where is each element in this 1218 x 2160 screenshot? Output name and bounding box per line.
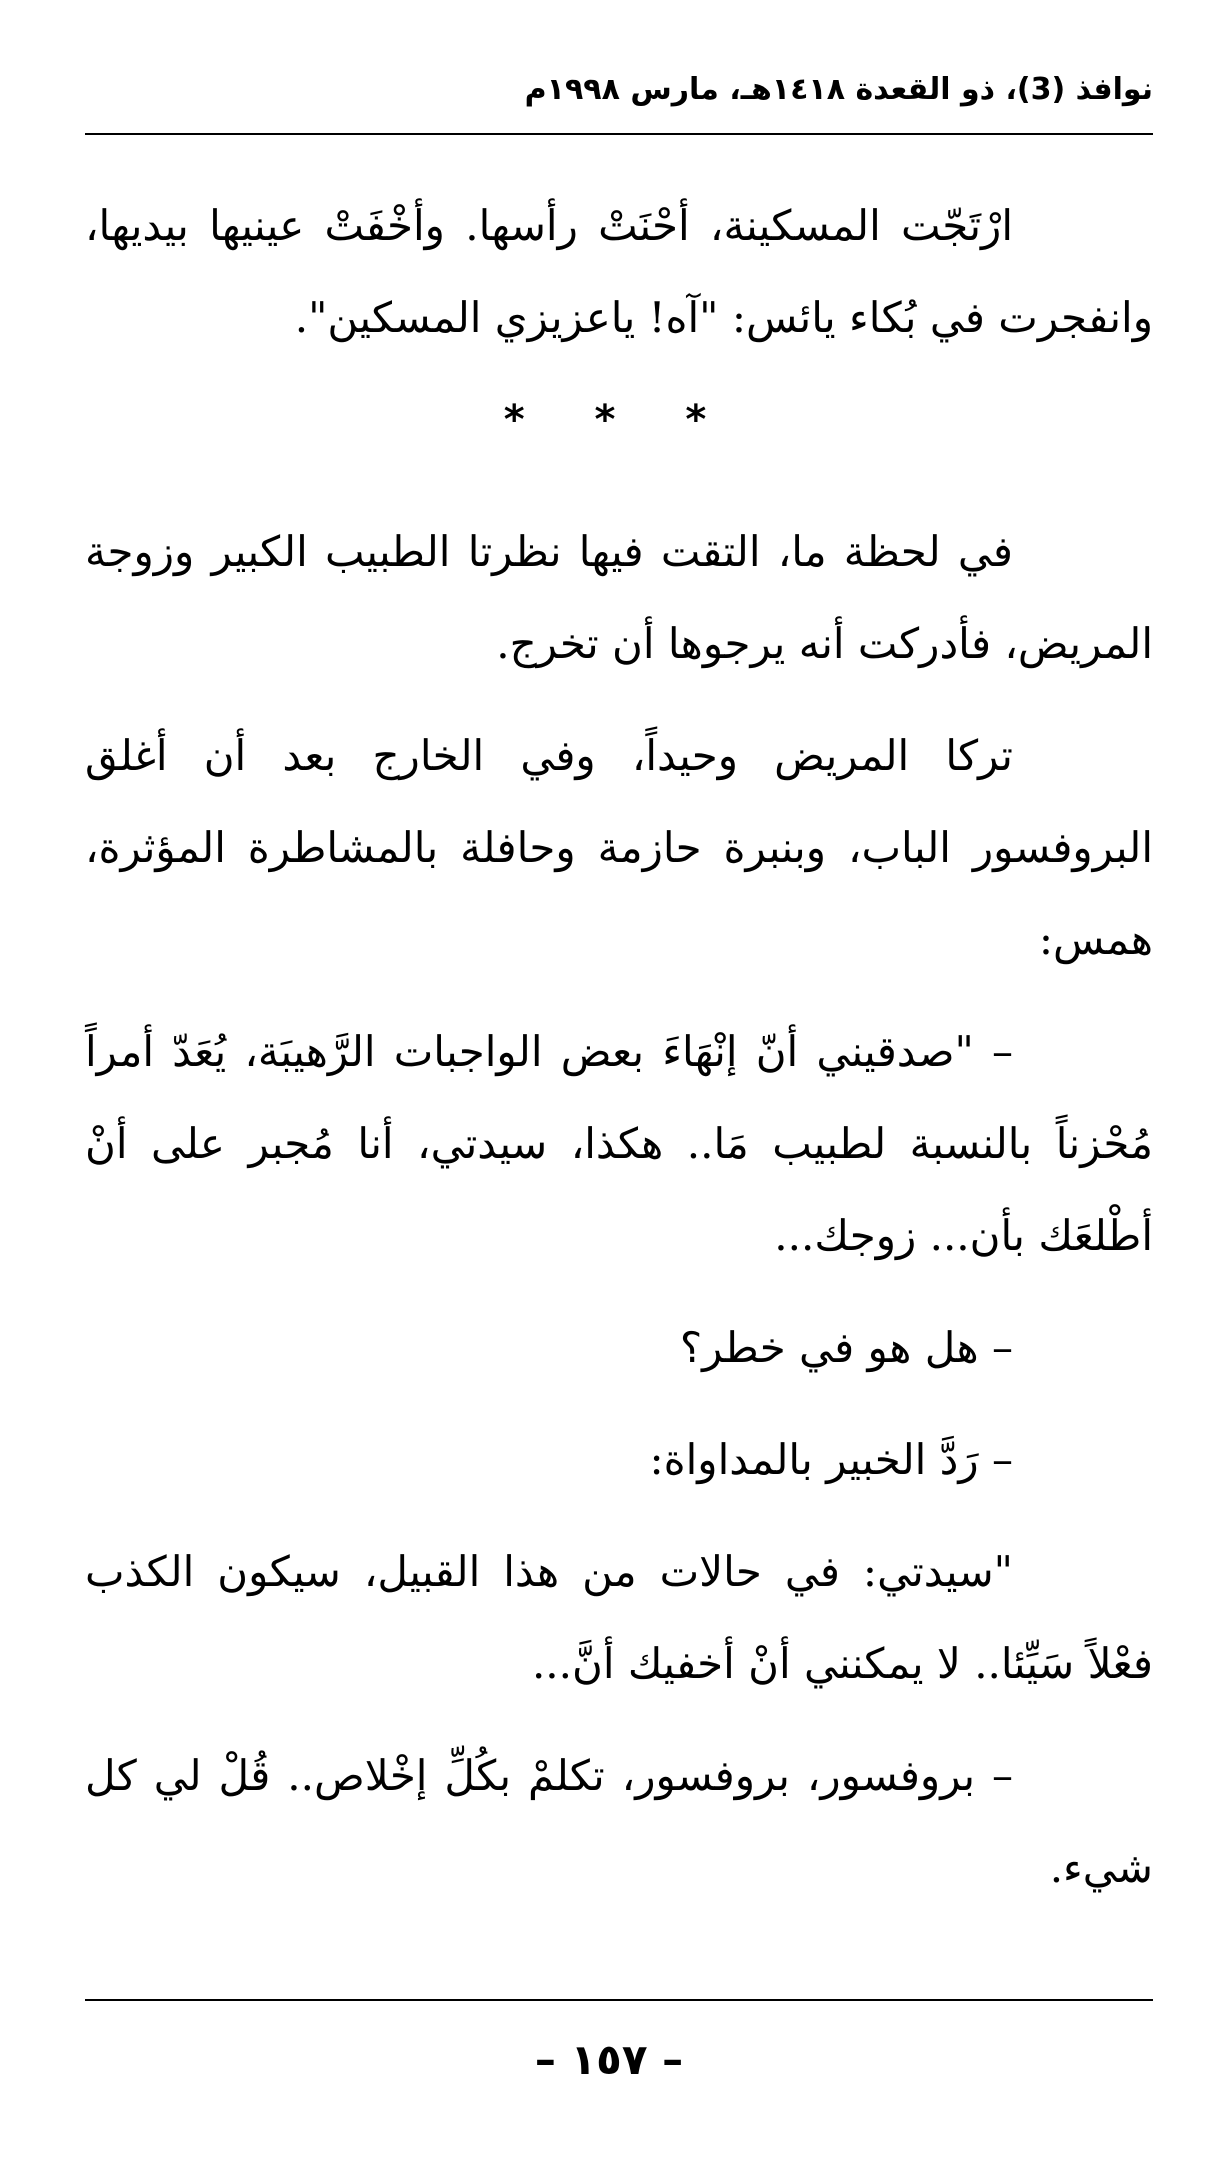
paragraph-2: في لحظة ما، التقت فيها نظرتا الطبيب الكبير وزوجة المريض، فأدركت أنه يرجوها أن تخرج.: [85, 527, 1153, 668]
page-number: – ١٥٧ –: [534, 2035, 684, 2084]
footer-rule: [85, 1999, 1153, 2001]
body-text: [85, 180, 1153, 1934]
paragraph-8: – بروفسور، بروفسور، تكلمْ بكُلِّ إخْلاص.. قُلْ لي كل شيء.: [85, 1751, 1153, 1892]
paragraph-7: "سيدتي: في حالات من هذا القبيل، سيكون الكذب فعْلاً سَيِّئا.. لا يمكنني أنْ أخفيك أنَّ...: [85, 1547, 1153, 1688]
header-rule: [85, 133, 1153, 135]
paragraph-4: – "صدقيني أنّ إنْهَاءَ بعض الواجبات الرَّهيبَة، يُعَدّ أمراً مُحْزناً بالنسبة لطبيب مَا.. هكذا، سيدتي، أنا مُجبر على أنْ أطْلعَك بأن... زوجك...: [85, 1027, 1153, 1260]
paragraph-6: – رَدَّ الخبير بالمداواة:: [649, 1435, 1013, 1484]
paragraph-5: – هل هو في خطر؟: [679, 1323, 1013, 1372]
section-separator: * * *: [503, 397, 735, 443]
paragraph-3: تركا المريض وحيداً، وفي الخارج بعد أن أغلق البروفسور الباب، وبنبرة حازمة وحافلة بالمشاطرة المؤثرة، همس:: [85, 731, 1153, 964]
running-header: نوافذ (3)، ذو القعدة ١٤١٨هـ، مارس ١٩٩٨م: [524, 72, 1153, 107]
paragraph-1: ارْتَجّت المسكينة، أحْنَتْ رأسها. وأخْفَتْ عينيها بيديها، وانفجرت في بُكاء يائس: "آه! ياعزيزي المسكين".: [85, 201, 1153, 342]
